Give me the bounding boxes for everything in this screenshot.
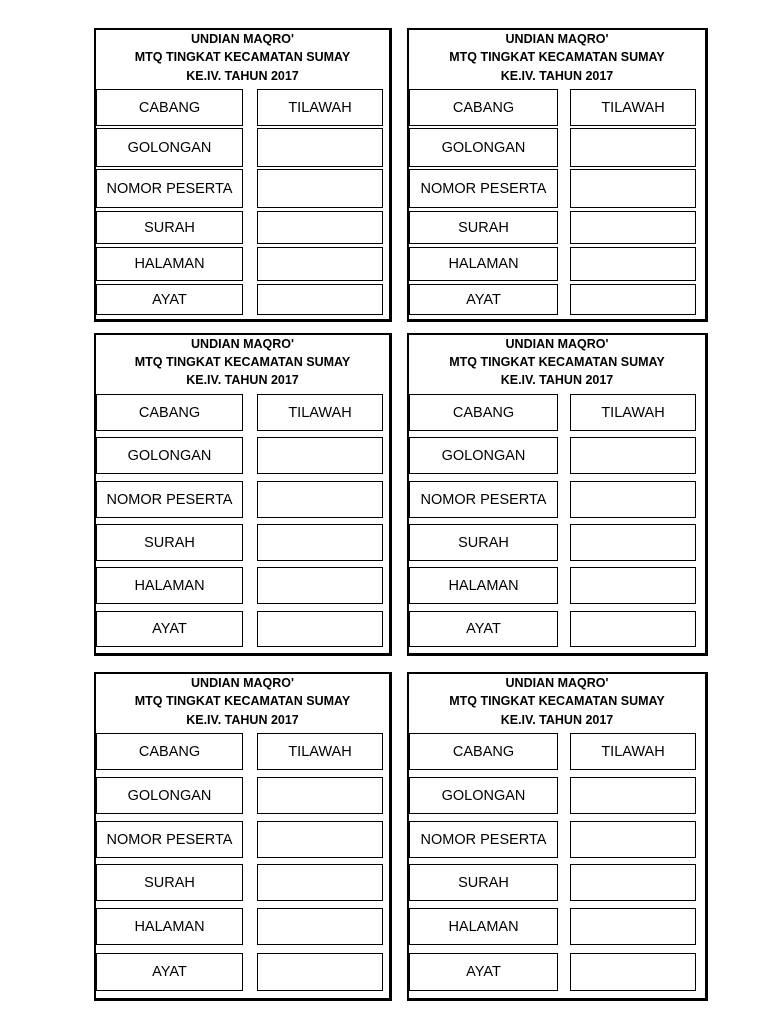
row-value: [257, 128, 383, 167]
row-label: HALAMAN: [96, 908, 243, 945]
row-value: TILAWAH: [257, 89, 383, 126]
row-label: CABANG: [96, 733, 243, 770]
card-event: MTQ TINGKAT KECAMATAN SUMAY: [134, 694, 351, 708]
card-title: UNDIAN MAQRO': [505, 32, 609, 46]
card-event: MTQ TINGKAT KECAMATAN SUMAY: [449, 694, 665, 708]
row-value: [257, 567, 383, 604]
row-label: HALAMAN: [409, 567, 558, 604]
row-value: [570, 821, 696, 858]
row-value: [257, 821, 383, 858]
row-value: [570, 567, 696, 604]
row-label: CABANG: [409, 394, 558, 431]
row-value: [570, 524, 696, 561]
card-edition: KE.IV. TAHUN 2017: [186, 69, 299, 83]
row-label: AYAT: [96, 953, 243, 991]
row-value: TILAWAH: [570, 394, 696, 431]
card-title: UNDIAN MAQRO': [505, 676, 609, 690]
row-value: [257, 211, 383, 244]
row-label: NOMOR PESERTA: [409, 481, 558, 518]
row-value: [570, 481, 696, 518]
row-label: GOLONGAN: [96, 437, 243, 474]
row-label: GOLONGAN: [96, 128, 243, 167]
row-value: [570, 128, 696, 167]
card-event: MTQ TINGKAT KECAMATAN SUMAY: [449, 355, 665, 369]
row-value: [570, 437, 696, 474]
row-label: HALAMAN: [409, 247, 558, 281]
row-value: TILAWAH: [257, 394, 383, 431]
row-label: GOLONGAN: [96, 777, 243, 814]
row-label: AYAT: [409, 284, 558, 315]
card-title: UNDIAN MAQRO': [505, 337, 609, 351]
row-value: [570, 211, 696, 244]
card-title: UNDIAN MAQRO': [191, 32, 294, 46]
row-label: SURAH: [96, 864, 243, 901]
row-label: NOMOR PESERTA: [96, 821, 243, 858]
row-value: [257, 481, 383, 518]
draw-card: [407, 672, 708, 1001]
card-event: MTQ TINGKAT KECAMATAN SUMAY: [134, 355, 351, 369]
row-value: TILAWAH: [257, 733, 383, 770]
row-label: NOMOR PESERTA: [409, 821, 558, 858]
row-value: [257, 247, 383, 281]
row-value: [570, 864, 696, 901]
row-label: SURAH: [96, 524, 243, 561]
card-edition: KE.IV. TAHUN 2017: [186, 373, 299, 387]
row-value: [257, 524, 383, 561]
row-value: [257, 284, 383, 315]
row-label: SURAH: [409, 524, 558, 561]
row-value: [257, 437, 383, 474]
card-event: MTQ TINGKAT KECAMATAN SUMAY: [449, 50, 665, 64]
row-label: CABANG: [96, 394, 243, 431]
draw-card: [94, 28, 392, 322]
draw-card: [94, 672, 392, 1001]
row-value: TILAWAH: [570, 89, 696, 126]
row-value: [257, 611, 383, 647]
card-edition: KE.IV. TAHUN 2017: [500, 373, 614, 387]
row-label: AYAT: [96, 284, 243, 315]
row-label: NOMOR PESERTA: [96, 481, 243, 518]
row-value: [570, 777, 696, 814]
row-value: [570, 611, 696, 647]
draw-card: [407, 333, 708, 656]
row-label: SURAH: [409, 211, 558, 244]
row-value: [570, 247, 696, 281]
card-title: UNDIAN MAQRO': [191, 676, 294, 690]
row-label: NOMOR PESERTA: [96, 169, 243, 208]
row-value: [257, 777, 383, 814]
row-label: GOLONGAN: [409, 777, 558, 814]
row-label: GOLONGAN: [409, 437, 558, 474]
draw-card: [407, 28, 708, 322]
row-label: SURAH: [409, 864, 558, 901]
row-label: HALAMAN: [96, 567, 243, 604]
row-label: AYAT: [96, 611, 243, 647]
card-title: UNDIAN MAQRO': [191, 337, 294, 351]
row-label: CABANG: [96, 89, 243, 126]
row-label: NOMOR PESERTA: [409, 169, 558, 208]
row-label: CABANG: [409, 733, 558, 770]
row-value: [570, 284, 696, 315]
card-edition: KE.IV. TAHUN 2017: [500, 713, 614, 727]
row-value: TILAWAH: [570, 733, 696, 770]
row-value: [257, 169, 383, 208]
card-edition: KE.IV. TAHUN 2017: [500, 69, 614, 83]
row-value: [570, 908, 696, 945]
card-edition: KE.IV. TAHUN 2017: [186, 713, 299, 727]
row-label: HALAMAN: [96, 247, 243, 281]
row-label: CABANG: [409, 89, 558, 126]
row-label: SURAH: [96, 211, 243, 244]
row-value: [257, 864, 383, 901]
row-value: [257, 953, 383, 991]
row-label: AYAT: [409, 611, 558, 647]
draw-card: [94, 333, 392, 656]
row-value: [570, 169, 696, 208]
card-event: MTQ TINGKAT KECAMATAN SUMAY: [134, 50, 351, 64]
row-label: GOLONGAN: [409, 128, 558, 167]
row-label: AYAT: [409, 953, 558, 991]
row-value: [257, 908, 383, 945]
row-value: [570, 953, 696, 991]
row-label: HALAMAN: [409, 908, 558, 945]
